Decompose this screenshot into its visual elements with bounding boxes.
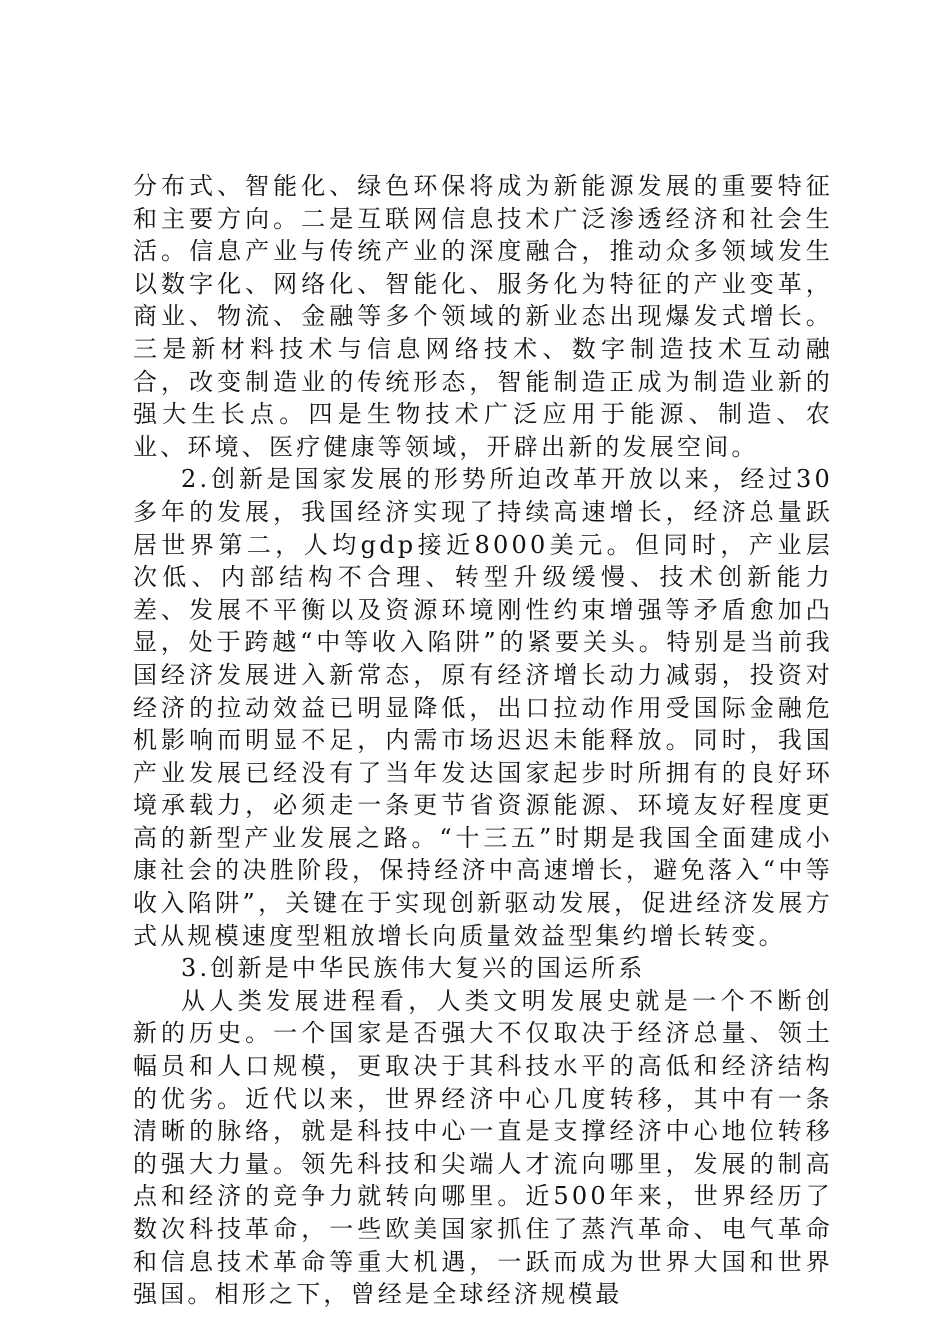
- paragraph-continuation: 分布式、智能化、绿色环保将成为新能源发展的重要特征和主要方向。二是互联网信息技术广泛渗透经济和社会生活。信息产业与传统产业的深度融合，推动众多领域发生以数字化、网络化、智能化、服务化为特征的产业变革，商业、物流、金融等多个领域的新业态出现爆发式增长。三是新材料技术与信息网络技术、数字制造技术互动融合，改变制造业的传统形态，智能制造正成为制造业新的强大生长点。四是生物技术广泛应用于能源、制造、农业、环境、医疗健康等领域，开辟出新的发展空间。: [133, 172, 833, 461]
- section-heading-3: 3.创新是中华民族伟大复兴的国运所系: [181, 954, 646, 983]
- body-text: [133, 170, 833, 1311]
- paragraph-section-2: 2.创新是国家发展的形势所迫改革开放以来，经过30多年的发展，我国经济实现了持续高速增长，经济总量跃居世界第二，人均gdp接近8000美元。但同时，产业层次低、内部结构不合理、转型升级缓慢、技术创新能力差、发展不平衡以及资源环境刚性约束增强等矛盾愈加凸显，处于跨越“中等收入陷阱”的紧要关头。特别是当前我国经济发展进入新常态，原有经济增长动力减弱，投资对经济的拉动效益已明显降低，出口拉动作用受国际金融危机影响而明显不足，内需市场迟迟未能释放。同时，我国产业发展已经没有了当年发达国家起步时所拥有的良好环境承载力，必须走一条更节省资源能源、环境友好程度更高的新型产业发展之路。“十三五”时期是我国全面建成小康社会的决胜阶段，保持经济中高速增长，避免落入“中等收入陷阱”，关键在于实现创新驱动发展，促进经济发展方式从规模速度型粗放增长向质量效益型集约增长转变。: [133, 465, 833, 950]
- paragraph-section-3-body: 从人类发展进程看，人类文明发展史就是一个不断创新的历史。一个国家是否强大不仅取决于经济总量、领土幅员和人口规模，更取决于其科技水平的高低和经济结构的优劣。近代以来，世界经济中心几度转移，其中有一条清晰的脉络，就是科技中心一直是支撑经济中心地位转移的强大力量。领先科技和尖端人才流向哪里，发展的制高点和经济的竞争力就转向哪里。近500年来，世界经历了数次科技革命，一些欧美国家抓住了蒸汽革命、电气革命和信息技术革命等重大机遇，一跃而成为世界大国和世界强国。相形之下，曾经是全球经济规模最: [133, 986, 833, 1309]
